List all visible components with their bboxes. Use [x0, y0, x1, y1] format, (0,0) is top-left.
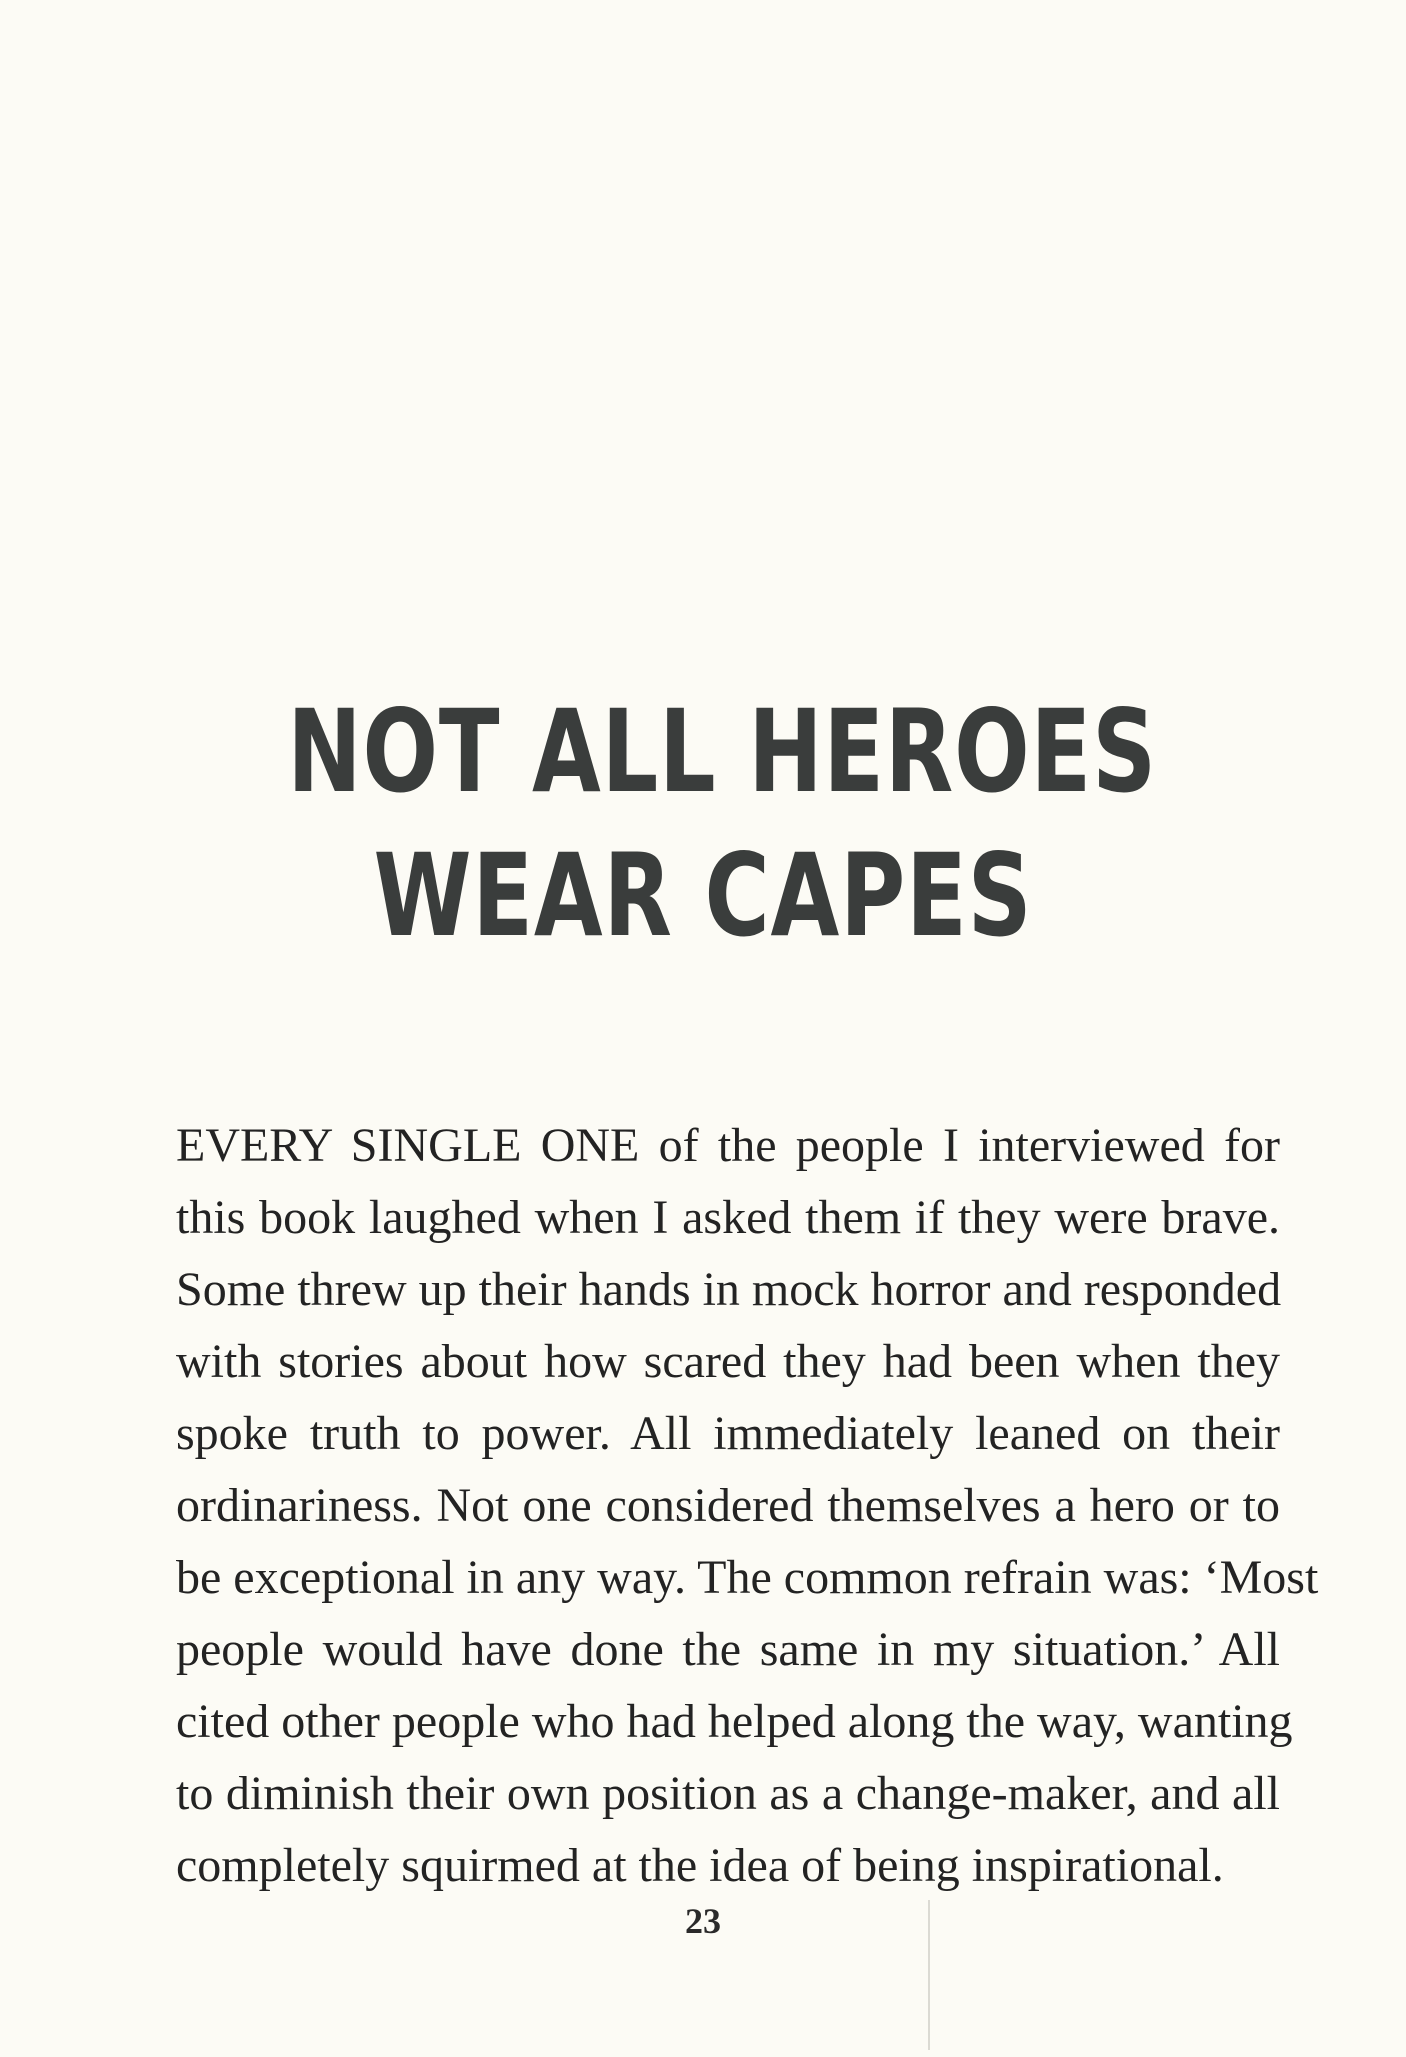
body-line: ordinariness. Not one considered themselves a hero or to	[176, 1479, 1280, 1532]
page-number: 23	[685, 1901, 721, 1941]
body-line: spoke truth to power. All immediately leaned on their	[176, 1407, 1280, 1460]
body-line: cited other people who had helped along the way, wanting	[176, 1695, 1293, 1748]
chapter-title-line-1: NOT ALL HEROES	[287, 685, 1157, 818]
chapter-title	[170, 680, 1236, 968]
chapter-title-line-2: WEAR CAPES	[373, 829, 1033, 962]
body-line: with stories about how scared they had been when they	[176, 1335, 1280, 1388]
scan-smudge	[928, 1900, 930, 2050]
body-line: EVERY SINGLE ONE of the people I interviewed for	[176, 1119, 1280, 1172]
body-paragraph	[176, 1110, 1319, 1902]
body-line: to diminish their own position as a change-maker, and all	[176, 1767, 1280, 1820]
body-line: completely squirmed at the idea of being inspirational.	[176, 1839, 1224, 1892]
body-line: be exceptional in any way. The common refrain was: ‘Most	[176, 1551, 1319, 1604]
body-line: this book laughed when I asked them if they were brave.	[176, 1191, 1280, 1244]
body-line: Some threw up their hands in mock horror and responded	[176, 1263, 1282, 1316]
body-line: people would have done the same in my situation.’ All	[176, 1623, 1280, 1676]
